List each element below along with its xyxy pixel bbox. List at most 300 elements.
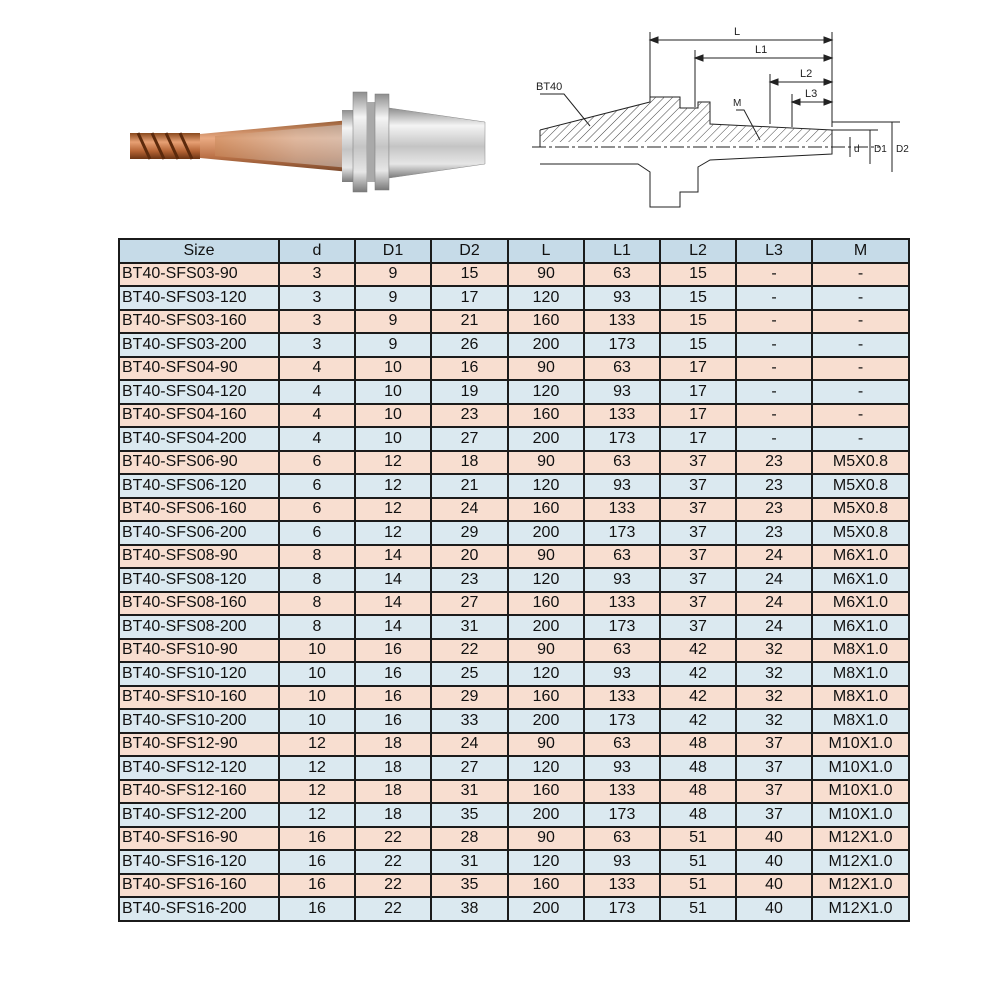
cell-l2: 37: [660, 498, 736, 522]
cell-l: 90: [508, 263, 584, 287]
table-row: [119, 874, 909, 898]
cell-m: M10X1.0: [812, 780, 909, 804]
cell-l: 90: [508, 357, 584, 381]
cell-d: 10: [279, 662, 355, 686]
cell-l3: 32: [736, 662, 812, 686]
cell-l2: 17: [660, 380, 736, 404]
table-row: [119, 897, 909, 921]
technical-drawing: [520, 12, 920, 222]
cell-d2: 17: [431, 286, 508, 310]
col-header-m: M: [812, 239, 909, 263]
cell-size: BT40-SFS04-120: [119, 380, 279, 404]
cell-d1: 14: [355, 615, 431, 639]
cell-d: 6: [279, 451, 355, 475]
cell-l: 200: [508, 427, 584, 451]
dim-M: M: [733, 98, 742, 109]
cell-d2: 23: [431, 404, 508, 428]
cell-l3: 37: [736, 733, 812, 757]
cell-m: -: [812, 286, 909, 310]
cell-d: 16: [279, 850, 355, 874]
table-row: [119, 639, 909, 663]
table-row: [119, 333, 909, 357]
cell-size: BT40-SFS03-200: [119, 333, 279, 357]
cell-d1: 16: [355, 686, 431, 710]
cell-d1: 14: [355, 592, 431, 616]
cell-d2: 24: [431, 498, 508, 522]
cell-d: 8: [279, 592, 355, 616]
table-row: [119, 263, 909, 287]
cell-d: 6: [279, 521, 355, 545]
cell-m: -: [812, 310, 909, 334]
cell-l1: 93: [584, 380, 660, 404]
cell-l: 90: [508, 827, 584, 851]
tool-holder-photo: [120, 78, 500, 208]
cell-m: -: [812, 263, 909, 287]
cell-l2: 15: [660, 286, 736, 310]
table-row: [119, 662, 909, 686]
cell-l: 90: [508, 451, 584, 475]
cell-m: M6X1.0: [812, 615, 909, 639]
cell-m: -: [812, 357, 909, 381]
cell-d2: 20: [431, 545, 508, 569]
col-header-l2: L2: [660, 239, 736, 263]
cell-d: 4: [279, 427, 355, 451]
cell-l1: 93: [584, 756, 660, 780]
col-header-size: Size: [119, 239, 279, 263]
table-row: [119, 474, 909, 498]
cell-l3: -: [736, 333, 812, 357]
cell-d: 8: [279, 615, 355, 639]
cell-l3: 23: [736, 498, 812, 522]
cell-l: 120: [508, 286, 584, 310]
cell-l: 160: [508, 498, 584, 522]
cell-l: 160: [508, 780, 584, 804]
cell-l2: 42: [660, 639, 736, 663]
cell-d: 4: [279, 380, 355, 404]
cell-d: 3: [279, 286, 355, 310]
cell-l3: 40: [736, 874, 812, 898]
cell-m: M10X1.0: [812, 803, 909, 827]
cell-l3: 32: [736, 639, 812, 663]
cell-l2: 17: [660, 357, 736, 381]
cell-l2: 48: [660, 780, 736, 804]
cell-m: M12X1.0: [812, 897, 909, 921]
cell-l2: 51: [660, 874, 736, 898]
cell-d2: 24: [431, 733, 508, 757]
table-row: [119, 286, 909, 310]
cell-l3: -: [736, 404, 812, 428]
cell-size: BT40-SFS06-90: [119, 451, 279, 475]
label-holder: BT40: [536, 81, 563, 93]
cell-l1: 173: [584, 521, 660, 545]
cell-size: BT40-SFS10-120: [119, 662, 279, 686]
cell-l: 200: [508, 333, 584, 357]
cell-d2: 35: [431, 803, 508, 827]
cell-d1: 10: [355, 427, 431, 451]
cell-size: BT40-SFS03-90: [119, 263, 279, 287]
cell-l: 90: [508, 639, 584, 663]
cell-l1: 133: [584, 404, 660, 428]
cell-l3: 24: [736, 545, 812, 569]
cell-size: BT40-SFS03-160: [119, 310, 279, 334]
cell-l1: 63: [584, 733, 660, 757]
cell-d1: 18: [355, 803, 431, 827]
table-row: [119, 498, 909, 522]
cell-l1: 173: [584, 803, 660, 827]
cell-d1: 18: [355, 733, 431, 757]
cell-l2: 17: [660, 404, 736, 428]
cell-l: 90: [508, 733, 584, 757]
cell-d: 16: [279, 874, 355, 898]
cell-l3: 37: [736, 803, 812, 827]
cell-l: 90: [508, 545, 584, 569]
table-header-row: [119, 239, 909, 263]
table-row: [119, 733, 909, 757]
cell-d2: 27: [431, 427, 508, 451]
cell-l3: 32: [736, 686, 812, 710]
cell-d1: 12: [355, 474, 431, 498]
cell-l: 200: [508, 709, 584, 733]
cell-l1: 93: [584, 474, 660, 498]
cell-d: 3: [279, 310, 355, 334]
cell-m: -: [812, 380, 909, 404]
cell-d1: 10: [355, 404, 431, 428]
cell-l2: 42: [660, 709, 736, 733]
cell-l2: 37: [660, 592, 736, 616]
table-row: [119, 451, 909, 475]
cell-l: 120: [508, 756, 584, 780]
cell-d2: 23: [431, 568, 508, 592]
cell-d: 16: [279, 827, 355, 851]
cell-l1: 133: [584, 874, 660, 898]
cell-m: M12X1.0: [812, 827, 909, 851]
cell-m: M6X1.0: [812, 568, 909, 592]
cell-l1: 93: [584, 286, 660, 310]
cell-d: 10: [279, 639, 355, 663]
table-row: [119, 827, 909, 851]
cell-l: 160: [508, 874, 584, 898]
cell-d2: 31: [431, 850, 508, 874]
cell-size: BT40-SFS08-200: [119, 615, 279, 639]
cell-size: BT40-SFS12-160: [119, 780, 279, 804]
cell-l3: 23: [736, 451, 812, 475]
cell-size: BT40-SFS12-200: [119, 803, 279, 827]
cell-size: BT40-SFS04-160: [119, 404, 279, 428]
cell-l1: 133: [584, 780, 660, 804]
cell-d: 10: [279, 709, 355, 733]
cell-m: M5X0.8: [812, 521, 909, 545]
cell-d1: 16: [355, 639, 431, 663]
cell-l2: 15: [660, 263, 736, 287]
cell-l: 120: [508, 662, 584, 686]
cell-m: M6X1.0: [812, 545, 909, 569]
table-row: [119, 850, 909, 874]
cell-l2: 48: [660, 733, 736, 757]
cell-l1: 63: [584, 357, 660, 381]
cell-l1: 133: [584, 498, 660, 522]
cell-d1: 12: [355, 451, 431, 475]
dim-L: L: [734, 26, 741, 38]
cell-d1: 18: [355, 756, 431, 780]
cell-d1: 10: [355, 380, 431, 404]
cell-l3: 37: [736, 756, 812, 780]
cell-l2: 37: [660, 615, 736, 639]
cell-m: M8X1.0: [812, 709, 909, 733]
cell-m: -: [812, 427, 909, 451]
cell-l: 200: [508, 521, 584, 545]
cell-l: 200: [508, 803, 584, 827]
cell-m: M12X1.0: [812, 850, 909, 874]
cell-size: BT40-SFS08-90: [119, 545, 279, 569]
cell-l2: 37: [660, 521, 736, 545]
cell-l: 160: [508, 310, 584, 334]
cell-d2: 21: [431, 474, 508, 498]
cell-d: 8: [279, 568, 355, 592]
cell-l3: -: [736, 286, 812, 310]
cell-d1: 16: [355, 662, 431, 686]
cell-d1: 9: [355, 263, 431, 287]
cell-size: BT40-SFS16-200: [119, 897, 279, 921]
col-header-d: d: [279, 239, 355, 263]
cell-size: BT40-SFS06-160: [119, 498, 279, 522]
table-row: [119, 380, 909, 404]
table-body: [119, 263, 909, 921]
cell-d: 4: [279, 357, 355, 381]
cell-size: BT40-SFS16-160: [119, 874, 279, 898]
cell-size: BT40-SFS08-120: [119, 568, 279, 592]
col-header-l: L: [508, 239, 584, 263]
cell-l1: 133: [584, 592, 660, 616]
cell-l3: 24: [736, 568, 812, 592]
cell-d1: 9: [355, 286, 431, 310]
cell-d1: 9: [355, 333, 431, 357]
cell-l3: -: [736, 310, 812, 334]
cell-d2: 15: [431, 263, 508, 287]
cell-m: -: [812, 404, 909, 428]
cell-l1: 133: [584, 686, 660, 710]
cell-l1: 93: [584, 662, 660, 686]
cell-d1: 12: [355, 498, 431, 522]
cell-m: -: [812, 333, 909, 357]
cell-d1: 14: [355, 545, 431, 569]
cell-l3: 23: [736, 474, 812, 498]
cell-l: 160: [508, 686, 584, 710]
cell-l3: 40: [736, 850, 812, 874]
table-row: [119, 404, 909, 428]
cell-m: M12X1.0: [812, 874, 909, 898]
cell-l: 120: [508, 568, 584, 592]
cell-l3: -: [736, 263, 812, 287]
cell-d1: 18: [355, 780, 431, 804]
cell-size: BT40-SFS12-90: [119, 733, 279, 757]
cell-d1: 9: [355, 310, 431, 334]
table-row: [119, 427, 909, 451]
col-header-l1: L1: [584, 239, 660, 263]
table-row: [119, 803, 909, 827]
table-row: [119, 615, 909, 639]
cell-l: 200: [508, 897, 584, 921]
cell-l1: 93: [584, 568, 660, 592]
cell-l: 120: [508, 850, 584, 874]
table-row: [119, 709, 909, 733]
cell-l2: 37: [660, 451, 736, 475]
cell-l1: 63: [584, 827, 660, 851]
cell-d: 6: [279, 498, 355, 522]
cell-d: 10: [279, 686, 355, 710]
table-row: [119, 568, 909, 592]
cell-l2: 42: [660, 686, 736, 710]
cell-d2: 18: [431, 451, 508, 475]
cell-size: BT40-SFS12-120: [119, 756, 279, 780]
cell-l2: 51: [660, 897, 736, 921]
cell-d: 16: [279, 897, 355, 921]
cell-m: M5X0.8: [812, 474, 909, 498]
cell-d: 12: [279, 733, 355, 757]
cell-d1: 10: [355, 357, 431, 381]
cell-d2: 38: [431, 897, 508, 921]
cell-m: M8X1.0: [812, 686, 909, 710]
dim-d: d: [854, 144, 860, 155]
cell-m: M8X1.0: [812, 662, 909, 686]
cell-l2: 15: [660, 333, 736, 357]
cell-d1: 14: [355, 568, 431, 592]
cell-l3: 40: [736, 897, 812, 921]
cell-d2: 35: [431, 874, 508, 898]
cell-size: BT40-SFS08-160: [119, 592, 279, 616]
cell-l3: -: [736, 357, 812, 381]
cell-l1: 63: [584, 545, 660, 569]
dim-D2: D2: [896, 144, 909, 155]
col-header-d1: D1: [355, 239, 431, 263]
cell-size: BT40-SFS10-160: [119, 686, 279, 710]
table-row: [119, 545, 909, 569]
cell-size: BT40-SFS04-90: [119, 357, 279, 381]
cell-d1: 22: [355, 850, 431, 874]
cell-m: M6X1.0: [812, 592, 909, 616]
cell-l1: 173: [584, 333, 660, 357]
cell-d1: 12: [355, 521, 431, 545]
dim-L1: L1: [755, 44, 768, 56]
cell-l1: 63: [584, 263, 660, 287]
cell-d: 8: [279, 545, 355, 569]
cell-l: 160: [508, 404, 584, 428]
cell-d2: 29: [431, 686, 508, 710]
cell-l3: 37: [736, 780, 812, 804]
cell-d: 6: [279, 474, 355, 498]
cell-l2: 48: [660, 803, 736, 827]
cell-l3: 40: [736, 827, 812, 851]
cell-l1: 63: [584, 451, 660, 475]
cell-l1: 133: [584, 310, 660, 334]
cell-size: BT40-SFS10-90: [119, 639, 279, 663]
cell-l1: 63: [584, 639, 660, 663]
cell-d: 3: [279, 263, 355, 287]
cell-d: 12: [279, 780, 355, 804]
cell-l: 200: [508, 615, 584, 639]
cell-m: M10X1.0: [812, 756, 909, 780]
cell-l2: 42: [660, 662, 736, 686]
cell-d: 12: [279, 756, 355, 780]
cell-d2: 16: [431, 357, 508, 381]
cell-m: M8X1.0: [812, 639, 909, 663]
cell-l2: 51: [660, 850, 736, 874]
cell-l2: 15: [660, 310, 736, 334]
cell-d: 3: [279, 333, 355, 357]
cell-size: BT40-SFS06-200: [119, 521, 279, 545]
table-row: [119, 357, 909, 381]
cell-size: BT40-SFS04-200: [119, 427, 279, 451]
cell-l: 120: [508, 380, 584, 404]
cell-l2: 51: [660, 827, 736, 851]
cell-l3: -: [736, 380, 812, 404]
cell-l3: -: [736, 427, 812, 451]
table-row: [119, 592, 909, 616]
cell-l: 160: [508, 592, 584, 616]
cell-size: BT40-SFS06-120: [119, 474, 279, 498]
cell-d2: 27: [431, 592, 508, 616]
cell-d2: 25: [431, 662, 508, 686]
cell-d1: 22: [355, 897, 431, 921]
cell-d2: 26: [431, 333, 508, 357]
cell-l1: 93: [584, 850, 660, 874]
col-header-l3: L3: [736, 239, 812, 263]
table-row: [119, 310, 909, 334]
cell-d1: 16: [355, 709, 431, 733]
cell-d2: 19: [431, 380, 508, 404]
cell-m: M10X1.0: [812, 733, 909, 757]
table-row: [119, 521, 909, 545]
cell-l2: 17: [660, 427, 736, 451]
cell-l1: 173: [584, 427, 660, 451]
cell-d2: 27: [431, 756, 508, 780]
table-row: [119, 756, 909, 780]
cell-size: BT40-SFS03-120: [119, 286, 279, 310]
cell-d2: 29: [431, 521, 508, 545]
spec-table: [118, 238, 910, 922]
cell-d2: 28: [431, 827, 508, 851]
cell-l3: 24: [736, 615, 812, 639]
col-header-d2: D2: [431, 239, 508, 263]
cell-l3: 32: [736, 709, 812, 733]
cell-size: BT40-SFS10-200: [119, 709, 279, 733]
cell-d: 4: [279, 404, 355, 428]
cell-m: M5X0.8: [812, 498, 909, 522]
cell-d2: 31: [431, 615, 508, 639]
cell-d: 12: [279, 803, 355, 827]
cell-d1: 22: [355, 827, 431, 851]
cell-l1: 173: [584, 615, 660, 639]
cell-d2: 33: [431, 709, 508, 733]
cell-l1: 173: [584, 709, 660, 733]
cell-d2: 31: [431, 780, 508, 804]
cell-l: 120: [508, 474, 584, 498]
cell-l2: 37: [660, 545, 736, 569]
cell-d2: 21: [431, 310, 508, 334]
dim-L3: L3: [805, 88, 818, 100]
cell-m: M5X0.8: [812, 451, 909, 475]
table-row: [119, 780, 909, 804]
cell-l2: 37: [660, 474, 736, 498]
cell-l3: 23: [736, 521, 812, 545]
cell-l1: 173: [584, 897, 660, 921]
cell-size: BT40-SFS16-120: [119, 850, 279, 874]
cell-l2: 37: [660, 568, 736, 592]
cell-l3: 24: [736, 592, 812, 616]
cell-l2: 48: [660, 756, 736, 780]
dim-D1: D1: [874, 144, 887, 155]
table-row: [119, 686, 909, 710]
dim-L2: L2: [800, 68, 813, 80]
